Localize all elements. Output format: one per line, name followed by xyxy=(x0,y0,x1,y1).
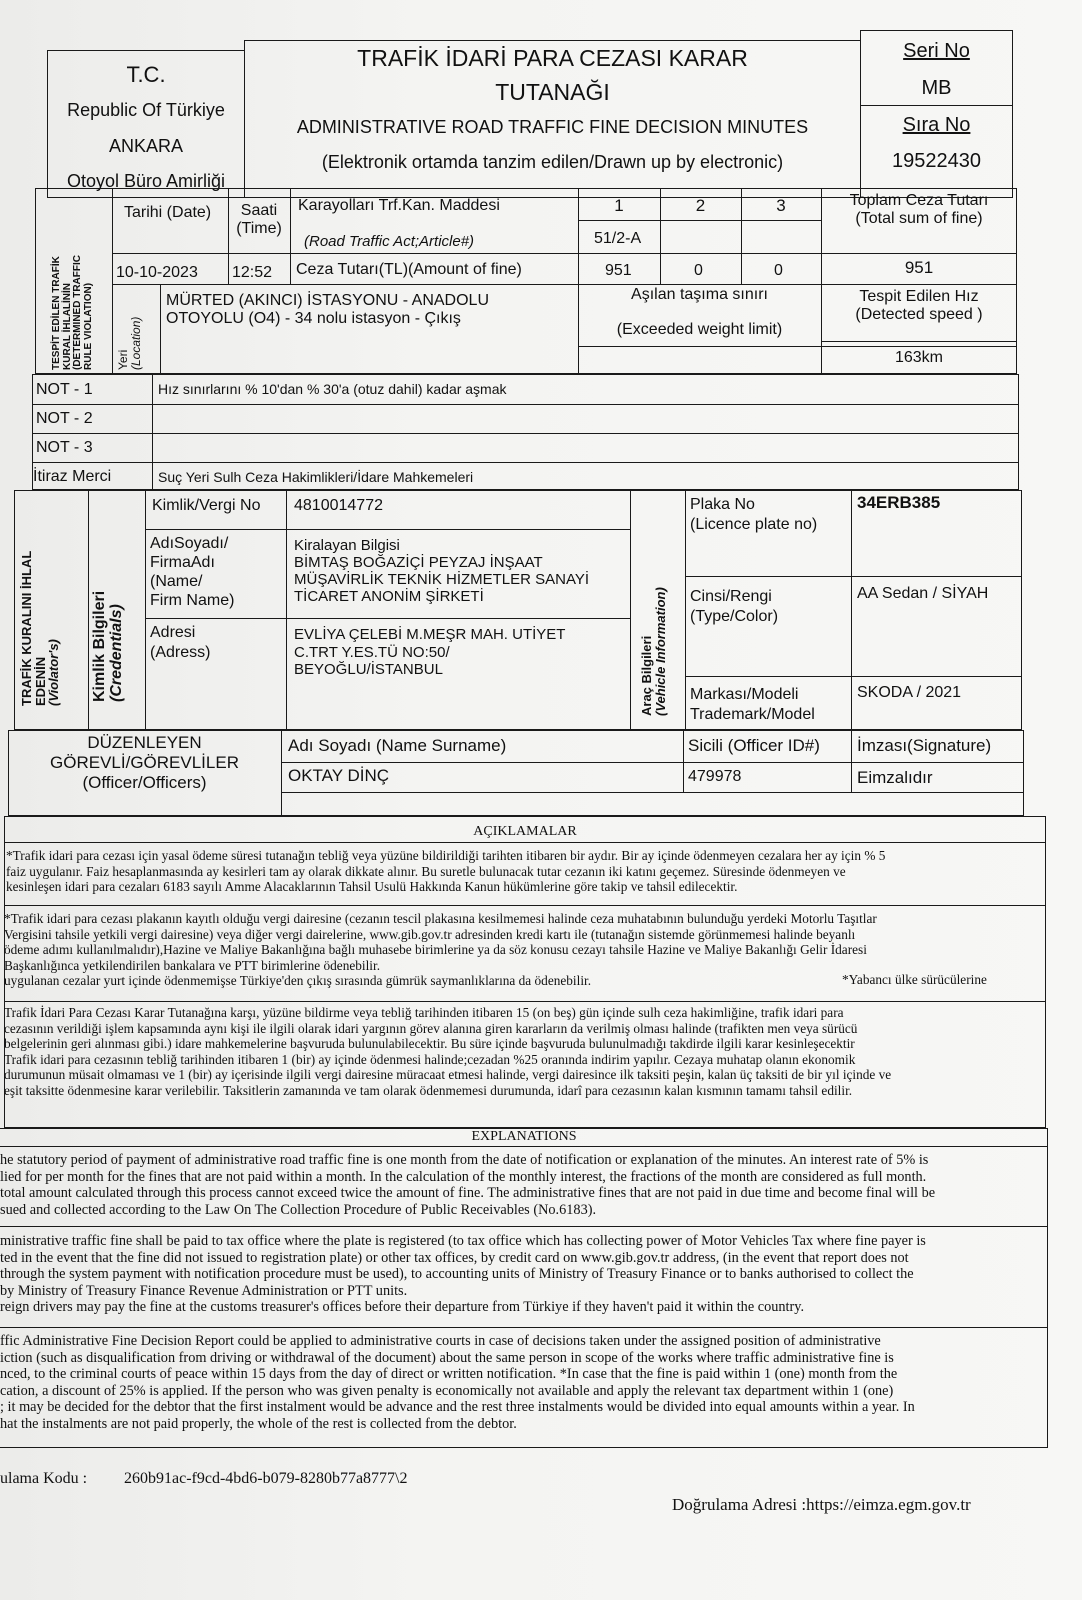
note-3-label: NOT - 3 xyxy=(36,439,93,456)
location-line-2: OTOYOLU (O4) - 34 nolu istasyon - Çıkış xyxy=(166,310,461,327)
objection-text: Suç Yeri Sulh Ceza Hakimlikleri/İdare Mahkemeleri xyxy=(158,469,474,485)
date-label: Tarihi (Date) xyxy=(124,204,212,221)
aciklamalar-paragraph-3: Trafik İdari Para Cezası Karar Tutanağına karşı, yüzüne bildirme veya tebliğ tarihinden itibaren 15 (on beş) gün içinde sulh ceza hakimliğine, trafik idari para cezasının verildiği işlem kapsamında aynı kişi ile ilgili olarak idari yargının görev alanına giren kararların da verilmiş olması halinde (trafikten men veya sürücü belgelerinin geri alınması gibi.) idare mahkemelerine başvuruda bulunulabilecektir. Bu süre içinde başvuruda bulunulmadığı takdirde ilgili karar kesinleşecektir Trafik idari para cezasının tebliğ tarihinden itibaren 1 (bir) ay içinde ödenmesi halinde;cezadan %25 oranında indirim yapılır. Cezaya muhatap olanın ekonomik durumunun müsait olmaması ve 1 (bir) ay içerisinde ilgili vergi dairesine müracaat etmesi halinde, vergi dairesince ilk taksiti peşin, kalan üç taksiti de bir yıl içinde ve eşit taksitte ödenmesine karar verilebilir. Taksitlerin zamanında ve tam olarak ödenmemesi durumunda, idarî para cezasının kalan kısmının tamamı tahsil edilir. xyxy=(4,1005,892,1098)
fine-2-value: 0 xyxy=(694,262,703,279)
explanations-paragraph-3: ffic Administrative Fine Decision Report could be applied to administrative courts in case of decisions taken under the assigned position of administrative iction (such as disqualification from driving or withdrawal of the document) about the same person in scope of the works where traffic administrative fine is nced, to the criminal courts of peace within 15 days from the day of direct or written notification. *In case that the fine is paid within 1 (one) month from the cation, a discount of 25% is applied. If the person who was given penalty is economically not available and apply the relevant tax department within 1 (one) ; it may be decided for the debtor that the first instalment would be advance and the rest three instalments would be divided into equal amounts within a year. In hat the instalments are not paid properly, the whole of the rest is collected from the debtor. xyxy=(0,1333,915,1432)
officer-id-label: Sicili (Officer ID#) xyxy=(688,736,820,755)
type-label: Cinsi/Rengi (Type/Color) xyxy=(690,588,779,625)
fine-1-value: 951 xyxy=(605,262,632,279)
aciklamalar-foreign-note: *Yabancı ülke sürücülerine xyxy=(842,972,987,987)
aciklamalar-paragraph-2: *Trafik idari para cezası plakanın kayıtlı olduğu vergi dairesine (cezanın tescil plakasına kesilmemesi halinde ceza muhatabının bulunduğu yerdeki Motorlu Taşıtlar Vergisini tahsile yetkili vergi dairesine) veya diğer vergi dairelerine, www.gib.gov.tr adresinden kredi kartı ile (tutanağın sistemde görünmemesi halinde beyanlı ödeme adımı kullanılmalıdır),Hazine ve Maliye Bakanlığına bağlı muhasebe birimlerine ya da söz konusu cezayı tahsile Hazine ve Maliye Bakanlığı Gelir İdaresi Başkanlığınca yetkilendirilen bankalara ve PTT birimlerine ödenebilir. uygulanan cezalar yurt içinde ödenmemişse Türkiye'den çıkış sırasında gümrük saymanlıklarına da ödenebilir. xyxy=(4,911,877,988)
violation-time: 12:52 xyxy=(232,264,273,281)
officer-signature-label: İmzası(Signature) xyxy=(857,736,992,755)
verification-address-label: Doğrulama Adresi : xyxy=(672,1495,807,1514)
credentials-side-label: Kimlik Bilgileri (Credentials) xyxy=(91,590,125,702)
explanations-paragraph-1: he statutory period of payment of administrative road traffic fine is one month from the date of notification or explanation of the minutes. An interest rate of 5% is lied for per month for the fines that are not paid within a month. In the calculation of the monthly interest, the fractions of the month are considered as full month. total amount calculated through this process cannot exceed twice the amount of fine. The administrative fines that are not paid in due time and become final will be sued and collected according to the Law On The Collection Procedure of Public Receivables (No.6183). xyxy=(0,1152,936,1218)
note-1-text: Hız sınırlarını % 10'dan % 30'a (otuz dahil) kadar aşmak xyxy=(158,381,507,397)
verification-code-label: ulama Kodu : xyxy=(0,1470,88,1487)
aciklamalar-heading: AÇIKLAMALAR xyxy=(473,824,577,839)
officer-label: DÜZENLEYEN GÖREVLİ/GÖREVLİLER (Officer/Officers) xyxy=(50,733,239,792)
id-value: 4810014772 xyxy=(294,497,383,514)
location-label: Yeri (Location) xyxy=(116,316,143,370)
article-label-en: (Road Traffic Act;Article#) xyxy=(304,233,475,250)
document-title-en: ADMINISTRATIVE ROAD TRAFFIC FINE DECISION MINUTES xyxy=(296,117,809,137)
violation-date: 10-10-2023 xyxy=(116,264,198,281)
country-name: Republic Of Türkiye xyxy=(67,100,225,120)
note-2-label: NOT - 2 xyxy=(36,410,93,427)
brand-label: Markası/Modeli Trademark/Model xyxy=(690,686,815,723)
address-value: EVLİYA ÇELEBİ M.MEŞR MAH. UTİYET C.TRT Y.ES.TÜ NO:50/ BEYOĞLU/İSTANBUL xyxy=(294,626,566,678)
verification-address-link[interactable]: https://eimza.egm.gov.tr xyxy=(806,1495,971,1514)
time-label: Saati (Time) xyxy=(236,202,282,238)
explanations-heading: EXPLANATIONS xyxy=(471,1129,577,1144)
type-value: AA Sedan / SİYAH xyxy=(857,585,989,602)
name-value: Kiralayan Bilgisi BİMTAŞ BOĞAZİÇİ PEYZAJ İNŞAAT MÜŞAVİRLİK TEKNİK HİZMETLER SANAYİ TİCARET ANONİM ŞİRKETİ xyxy=(294,537,590,605)
verification-code: 260b91ac-f9cd-4bd6-b079-8280b77a8777\2 xyxy=(124,1470,408,1487)
officer-name: OKTAY DİNÇ xyxy=(288,766,390,785)
document-title-tr-2: TUTANAĞI xyxy=(495,79,610,105)
country-code: T.C. xyxy=(126,62,166,87)
violation-side-label: TESPİT EDİLEN TRAFİK KURAL İHLALİNİN (DETERMINED TRAFFIC RULE VIOLATION) xyxy=(51,255,94,370)
city-name: ANKARA xyxy=(108,136,184,156)
seri-label: Seri No xyxy=(903,40,970,62)
verification-address xyxy=(672,1495,971,1515)
officer-signature: Eimzalıdır xyxy=(857,768,933,787)
sira-label: Sıra No xyxy=(902,114,971,136)
fine-label: Ceza Tutarı(TL)(Amount of fine) xyxy=(296,261,522,278)
vehicle-side-label: Araç Bilgileri (Vehicle Information) xyxy=(639,587,668,716)
detected-speed-value: 163km xyxy=(894,349,944,366)
detected-speed-label: Tespit Edilen Hız (Detected speed ) xyxy=(855,288,983,324)
plate-label: Plaka No (Licence plate no) xyxy=(690,496,818,533)
article-col-3: 3 xyxy=(776,196,786,215)
plate-value: 34ERB385 xyxy=(857,493,941,512)
article-label: Karayolları Trf.Kan. Maddesi xyxy=(298,197,500,214)
document-title-sub: (Elektronik ortamda tanzim edilen/Drawn up by electronic) xyxy=(321,152,784,172)
officer-name-label: Adı Soyadı (Name Surname) xyxy=(288,736,507,755)
document-title-tr-1: TRAFİK İDARİ PARA CEZASI KARAR xyxy=(357,45,748,71)
weight-limit-label-1: Aşılan taşıma sınırı xyxy=(631,286,768,303)
brand-value: SKODA / 2021 xyxy=(857,684,962,701)
total-fine-value: 951 xyxy=(904,258,934,277)
name-label: AdıSoyadı/ FirmaAdı (Name/ Firm Name) xyxy=(150,535,235,609)
note-1-label: NOT - 1 xyxy=(36,381,93,398)
officer-id: 479978 xyxy=(688,768,742,785)
article-col-1: 1 xyxy=(614,196,624,215)
office-name: Otoyol Büro Amirliği xyxy=(66,171,226,191)
address-label: Adresi (Adress) xyxy=(150,624,211,661)
fine-3-value: 0 xyxy=(774,262,783,279)
seri-value: MB xyxy=(921,77,952,99)
location-line-1: MÜRTED (AKINCI) İSTASYONU - ANADOLU xyxy=(166,292,489,309)
total-fine-label: Toplam Ceza Tutarı (Total sum of fine) xyxy=(849,192,989,228)
objection-label: İtiraz Merci xyxy=(33,468,112,485)
article-1-value: 51/2-A xyxy=(594,230,642,247)
violator-side-label: TRAFİK KURALINI İHLAL EDENİN (Violator's) xyxy=(19,550,62,706)
sira-value: 19522430 xyxy=(892,150,981,172)
id-label: Kimlik/Vergi No xyxy=(152,497,261,514)
weight-limit-label-2: (Exceeded weight limit) xyxy=(616,321,783,338)
explanations-paragraph-2: ministrative traffic fine shall be paid to tax office where the plate is registered (to tax office which has collecting power of Motor Vehicles Tax where fine payer is ted in the event that the fine did not issued to registration plate) or other tax offices, by credit card on www.gib.gov.tr address, (in the event that report does not through the system payment with notification procedure must be used), to accounting units of Ministry of Treasury Finance or to banks authorised to collect the by Ministry of Treasury Finance Revenue Administration or PTT units. reign drivers may pay the fine at the customs treasurer's offices before their departure from Türkiye if they haven't paid it within the country. xyxy=(0,1233,926,1315)
aciklamalar-paragraph-1: *Trafik idari para cezası için yasal ödeme süresi tutanağın tebliğ veya yüzüne bildirildiği tarihten itibaren bir aydır. Bir ay içinde ödenmeyen cezalara her ay için % 5 faiz uygulanır. Faiz hesaplanmasında ay kesirleri tam ay olarak dikkate alınır. Bu suretle bulunacak tutar cezanın iki katını geçemez. Süresinde ödenmeyen ve kesinleşen idari para cezaları 6183 sayılı Amme Alacaklarının Tahsil Usulü Hakkında Kanun hükümlerine göre takip ve tahsil edilecektir. xyxy=(6,848,886,894)
article-col-2: 2 xyxy=(695,196,706,215)
